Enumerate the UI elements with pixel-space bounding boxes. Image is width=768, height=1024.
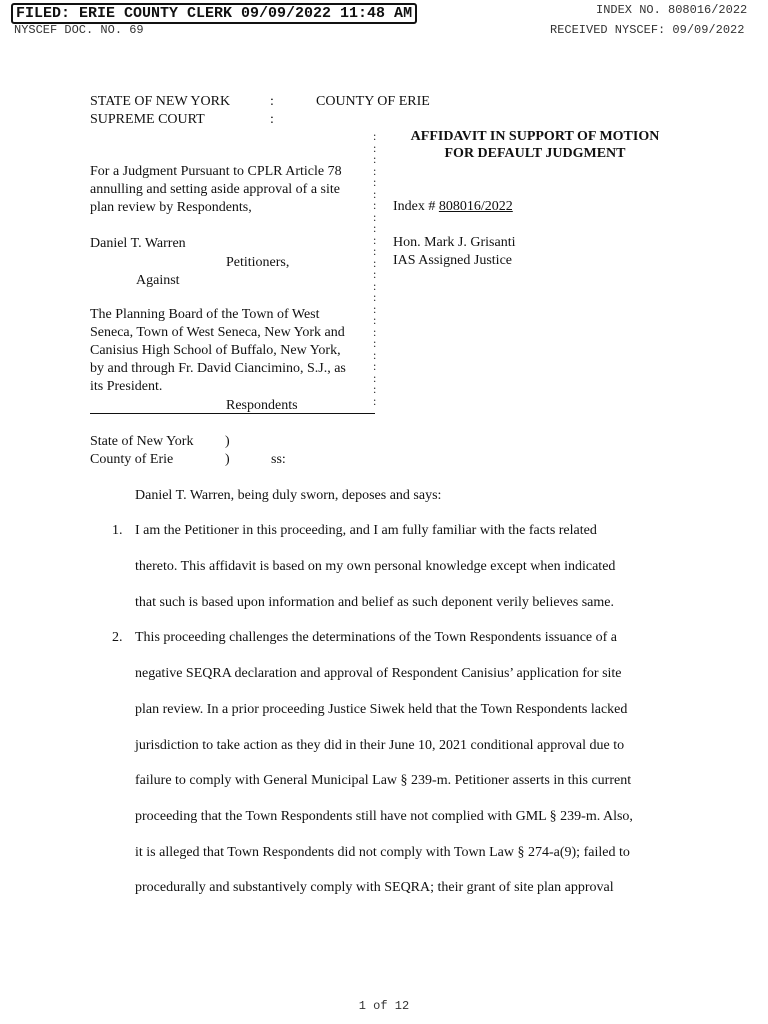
caption-matter-line: For a Judgment Pursuant to CPLR Article 78 <box>90 164 342 179</box>
respondents-line: by and through Fr. David Ciancimino, S.J., as <box>90 361 346 376</box>
paragraph-line: plan review. In a prior proceeding Justice Siwek held that the Town Respondents lacked <box>135 702 628 717</box>
index-value: 808016/2022 <box>438 199 513 214</box>
index-label: Index # <box>393 199 436 214</box>
paragraph-line: This proceeding challenges the determinations of the Town Respondents issuance of a <box>135 630 618 645</box>
respondents-line: Canisius High School of Buffalo, New York, <box>90 343 341 358</box>
affidavit-title-line: AFFIDAVIT IN SUPPORT OF MOTION <box>410 129 660 144</box>
paragraph-line: procedurally and substantively comply with SEQRA; their grant of site plan approval <box>135 880 614 895</box>
paragraph-line: thereto. This affidavit is based on my own personal knowledge except when indicated <box>135 559 616 574</box>
venue-paren: ) <box>225 452 230 467</box>
paragraph-line: proceeding that the Town Respondents still have not complied with GML § 239-m. Also, <box>135 809 633 824</box>
paragraph-line: it is alleged that Town Respondents did not comply with Town Law § 274-a(9); failed to <box>135 845 630 860</box>
respondents-line: its President. <box>90 379 163 394</box>
affidavit-title <box>395 128 675 162</box>
paragraph-line: negative SEQRA declaration and approval of Respondent Canisius’ application for site <box>135 666 622 681</box>
venue-state: State of New York <box>90 434 194 449</box>
venue-ss: ss: <box>271 452 286 467</box>
paragraph-number: 1. <box>112 523 123 538</box>
paragraph-line: failure to comply with General Municipal Law § 239-m. Petitioner asserts in this current <box>135 773 632 788</box>
venue-paren: ) <box>225 434 230 449</box>
judge-role: IAS Assigned Justice <box>393 253 512 268</box>
nyscef-doc-number: NYSCEF DOC. NO. 69 <box>14 23 144 37</box>
affidavit-title-line: FOR DEFAULT JUDGMENT <box>444 146 626 161</box>
index-field <box>393 198 513 216</box>
venue-county: County of Erie <box>90 452 174 467</box>
caption-state: STATE OF NEW YORK <box>90 94 231 109</box>
respondents-line: The Planning Board of the Town of West <box>90 307 320 322</box>
respondents-line: Seneca, Town of West Seneca, New York and <box>90 325 345 340</box>
petitioner-name: Daniel T. Warren <box>90 236 186 251</box>
caption-matter-line: plan review by Respondents, <box>90 200 252 215</box>
caption-respondents <box>90 306 346 396</box>
caption-county: COUNTY OF ERIE <box>316 94 430 109</box>
paragraph-line: I am the Petitioner in this proceeding, and I am fully familiar with the facts related <box>135 523 597 538</box>
petitioners-label: Petitioners, <box>226 255 290 270</box>
received-date: RECEIVED NYSCEF: 09/09/2022 <box>550 23 745 37</box>
paragraph-line: that such is based upon information and belief as such deponent verily believes same. <box>135 595 614 610</box>
filed-stamp: FILED: ERIE COUNTY CLERK 09/09/2022 11:48 AM <box>11 3 417 24</box>
caption-court: SUPREME COURT <box>90 112 205 127</box>
judge-name: Hon. Mark J. Grisanti <box>393 235 516 250</box>
caption-separator: : <box>270 112 274 127</box>
against-label: Against <box>136 273 180 288</box>
caption-separator: : <box>270 94 274 109</box>
paragraph-line: jurisdiction to take action as they did in their June 10, 2021 conditional approval due to <box>135 738 625 753</box>
paragraph-number: 2. <box>112 630 123 645</box>
page-number: 1 of 12 <box>358 999 410 1013</box>
body-intro: Daniel T. Warren, being duly sworn, deposes and says: <box>135 488 442 503</box>
caption-matter <box>90 163 342 217</box>
caption-colon-divider: : : : : : : : : : : : : : : : : : : : : : : : : <box>373 129 377 408</box>
index-number: INDEX NO. 808016/2022 <box>596 3 748 17</box>
caption-rule <box>90 413 375 414</box>
respondents-label: Respondents <box>226 398 298 413</box>
caption-matter-line: annulling and setting aside approval of a site <box>90 182 340 197</box>
